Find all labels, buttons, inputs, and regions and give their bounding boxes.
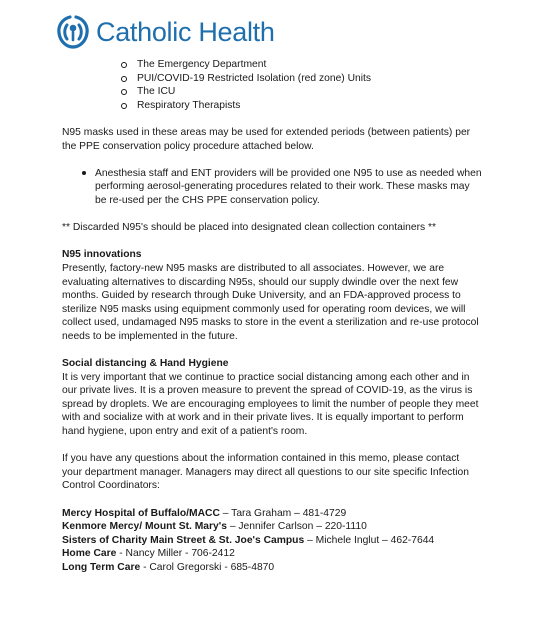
n95-innovations-body: Presently, factory-new N95 masks are distributed to all associates. However, we are evaluating alternatives to discarding N95s, should our supply dwindle over the next few months. Guided by research through Duke University, and an FDA-approved process to sterilize N95 masks using equipment commonly used for operating room devices, we will collect used, undamaged N95 masks to store in the event a sterilization and re-use protocol needs to be implemented in the future. xyxy=(62,262,479,342)
questions-paragraph: If you have any questions about the information contained in this memo, please contact your department manager. Managers may direct all questions to our site specific Infection Control Coordinators: xyxy=(62,453,469,492)
contact-detail: – Tara Graham – 481-4729 xyxy=(219,507,347,519)
extended-use-paragraph: N95 masks used in these areas may be used for extended periods (between patients) per the PPE conservation policy procedure attached below. xyxy=(62,126,471,152)
contact-detail: - Carol Gregorski - 685-4870 xyxy=(140,561,275,573)
contacts-list xyxy=(62,507,482,575)
contact-site: Long Term Care xyxy=(62,561,141,573)
contact-detail: – Michele Inglut – 462-7644 xyxy=(304,534,435,546)
bullet-dot-icon xyxy=(82,171,86,175)
contact-line xyxy=(62,547,482,561)
anesthesia-bullet xyxy=(82,167,482,208)
anesthesia-bullet-text: Anesthesia staff and ENT providers will be provided one N95 to use as needed when performing aerosol-generating procedures related to their work. These masks may be re-used per the CHS PPE conservation policy. xyxy=(95,167,482,206)
contact-detail: – Jennifer Carlson – 220-1110 xyxy=(226,521,367,533)
contact-site: Kenmore Mercy/ Mount St. Mary's xyxy=(62,521,227,533)
areas-list-item: The Emergency Department xyxy=(120,58,482,72)
contact-site: Home Care xyxy=(62,548,117,560)
social-distancing-heading: Social distancing & Hand Hygiene xyxy=(62,358,229,370)
contact-line xyxy=(62,534,482,548)
social-distancing-body: It is very important that we continue to practice social distancing among each other and in our private lives. It is a proven measure to prevent the spread of COVID-19, as the virus is spread by droplets. We are encouraging employees to limit the number of people they meet with and socialize with at work and in their private lives. It is equally important to perform hand hygiene, upon entry and exit of a patient's room. xyxy=(62,371,479,438)
catholic-health-emblem-icon xyxy=(56,14,90,50)
catholic-health-logo xyxy=(56,14,275,50)
contact-site: Mercy Hospital of Buffalo/MACC xyxy=(62,507,220,519)
contact-detail: - Nancy Miller - 706-2412 xyxy=(116,548,235,560)
contact-line xyxy=(62,520,482,534)
n95-innovations-heading: N95 innovations xyxy=(62,249,142,261)
areas-list-item: Respiratory Therapists xyxy=(120,99,482,113)
areas-list-item: The ICU xyxy=(120,85,482,99)
areas-list-item: PUI/COVID-19 Restricted Isolation (red zone) Units xyxy=(120,72,482,86)
contact-line xyxy=(62,561,482,575)
areas-list xyxy=(120,58,482,112)
contact-line xyxy=(62,507,482,521)
discard-note: ** Discarded N95's should be placed into designated clean collection containers ** xyxy=(62,222,437,234)
brand-name: Catholic Health xyxy=(96,16,275,47)
memo-body xyxy=(62,58,482,575)
contact-site: Sisters of Charity Main Street & St. Joe's Campus xyxy=(62,534,305,546)
